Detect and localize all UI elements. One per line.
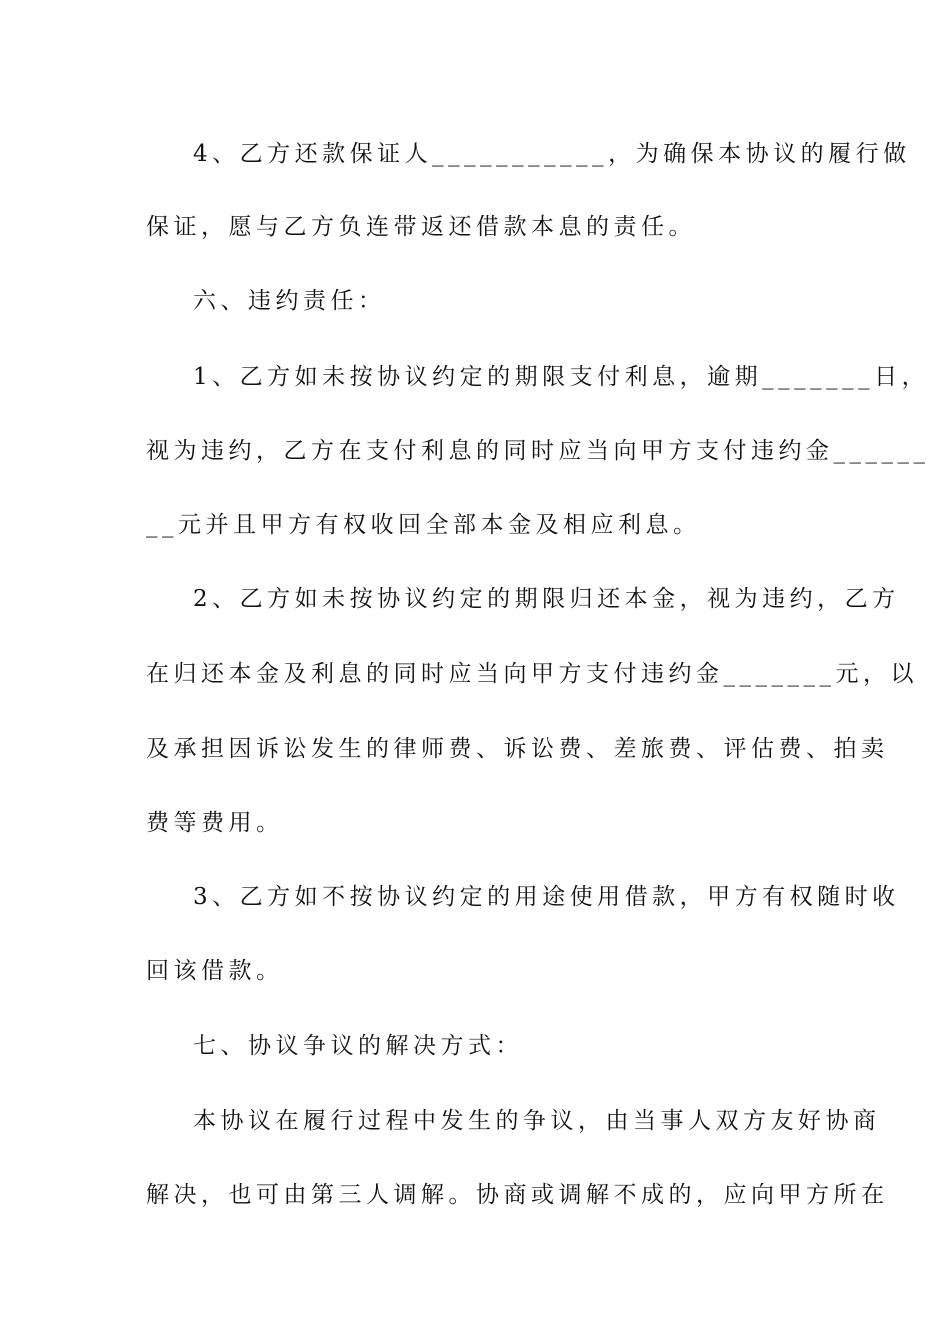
clause-6-2-line-2: 在归还本金及利息的同时应当向甲方支付违约金_______元，以 <box>146 661 918 687</box>
section-7-body-line-1: 本协议在履行过程中发生的争议，由当事人双方友好协商 <box>193 1108 881 1134</box>
clause-6-3-line-1: 3、乙方如不按协议约定的用途使用借款，甲方有权随时收 <box>193 884 900 910</box>
clause-6-3-line-2: 回该借款。 <box>146 958 284 984</box>
clause-6-2-line-4: 费等费用。 <box>146 810 284 836</box>
section-6-heading: 六、违约责任： <box>193 288 386 314</box>
section-7-body-line-2: 解决，也可由第三人调解。协商或调解不成的，应向甲方所在 <box>146 1182 889 1208</box>
clause-6-2-line-3: 及承担因诉讼发生的律师费、诉讼费、差旅费、评估费、拍卖 <box>146 736 889 762</box>
clause-5-4-line-1: 4、乙方还款保证人___________，为确保本协议的履行做 <box>193 141 911 167</box>
clause-6-2-line-1: 2、乙方如未按协议约定的期限归还本金，视为违约，乙方 <box>193 586 900 612</box>
section-7-heading: 七、协议争议的解决方式： <box>193 1033 523 1059</box>
clause-6-1-line-2: 视为违约，乙方在支付利息的同时应当向甲方支付违约金______ <box>146 438 930 464</box>
clause-6-1-line-1: 1、乙方如未按协议约定的期限支付利息，逾期_______日， <box>193 364 930 390</box>
clause-6-1-line-3: __元并且甲方有权收回全部本金及相应利息。 <box>146 512 701 538</box>
clause-5-4-line-2: 保证，愿与乙方负连带返还借款本息的责任。 <box>146 214 696 240</box>
